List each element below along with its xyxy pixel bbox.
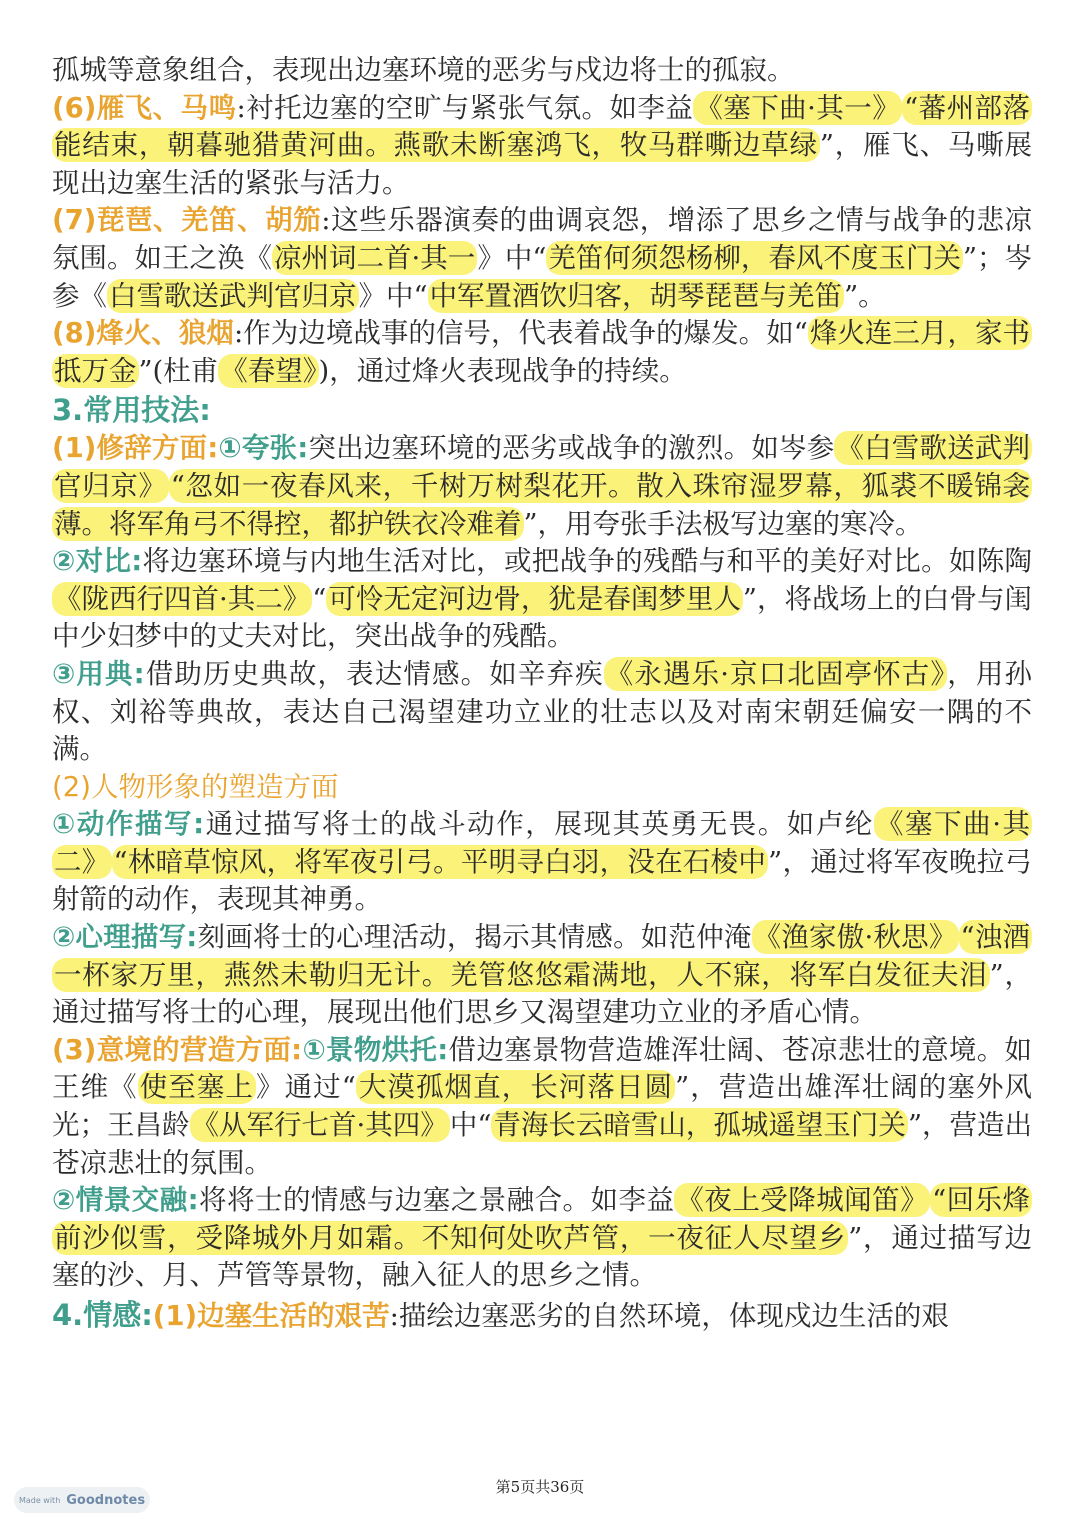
highlight: 羌笛何须怨杨柳，春风不度玉门关 [548,241,961,274]
text: 借助历史典故，表达情感。如辛弃疾 [144,657,604,690]
section-title: (3)意境的营造方面: [52,1033,303,1066]
subsection-title: ③用典: [52,657,145,690]
section-title-characters: (2)人物形象的塑造方面 [52,770,339,803]
highlight: “蕃州部落能结束，朝暮驰猎黄河曲。燕歌未断塞鸿飞，牧马群嘶边草绿 [54,91,1031,162]
paragraph-blending [52,1182,1032,1295]
goodnotes-badge [14,1487,150,1513]
highlight: 白雪歌送武判官归京 [109,279,357,312]
highlight: 《永遇乐·京口北固亭怀古》 [605,657,946,690]
highlight: “浊酒一杯家万里，燕然未勒归无计。羌管悠悠霜满地，人不寐，将军白发征夫泪 [54,921,1031,991]
text: 》中“ [477,241,547,274]
paragraph-section-6 [52,90,1032,203]
subsection-title: ①动作描写: [52,808,205,841]
highlight: “忽如一夜春风来，千树万树梨花开。散入珠帘湿罗幕，狐裘不暖锦衾薄。将军角弓不得控，都护铁衣冷难着 [54,469,1030,540]
text: ”(杜甫 [138,354,219,387]
text: 》通过“ [256,1071,356,1104]
subsection-title: ①景物烘托: [302,1033,449,1066]
subsection-title: ②心理描写: [52,921,198,954]
document-body [52,52,1032,1336]
text: 借边塞景物营造雄浑壮阔、苍凉悲壮的意境。如王维《 [52,1033,1032,1104]
section-title: (8)烽火、狼烟 [52,317,234,350]
highlight: 烽火连三月，家书抵万金 [54,317,1030,387]
text: “ [312,582,327,615]
badge-brand: Goodnotes [66,1492,146,1508]
highlight: 《塞下曲·其二》 [54,808,1030,878]
section-title: (6)雁飞、马鸣 [52,91,237,124]
paragraph-action [52,806,1032,919]
text: 将将士的情感与边塞之景融合。如李益 [198,1184,675,1217]
highlight: 《陇西行四首·其二》 [54,582,311,615]
badge-small-text: Made with [18,1495,61,1505]
subsection-title: ②对比: [52,545,143,578]
subsection-title: ①夸张: [218,432,309,465]
page-number: 第5页共36页 [495,1478,585,1496]
highlight: 大漠孤烟直，长河落日圆 [357,1071,674,1104]
paragraph-section-8 [52,315,1032,390]
highlight: 《从军行七首·其四》 [191,1109,448,1142]
highlight: 中军置酒饮归客，胡琴琵琶与羌笛 [429,279,843,312]
text: 》中“ [358,279,428,312]
text: ，用孙权、刘裕等典故，表达自己渴望建功立业的壮志以及对南宋朝廷偏安一隅的不满。 [52,657,1033,766]
highlight: 《春望》 [220,354,317,387]
text: :衬托边塞的空旷与紧张气氛。如李益 [236,91,694,124]
text: ”，用夸张手法极写边塞的寒冷。 [523,507,923,540]
text: 中“ [449,1109,492,1142]
text: ”，通过将军夜晚拉弓射箭的动作，表现其神勇。 [52,845,1033,916]
highlight: 使至塞上 [139,1071,254,1104]
text: ”，将战场上的白骨与闺中少妇梦中的丈夫对比，突出战争的残酷。 [52,582,1032,653]
paragraph-emotion [52,1295,1032,1336]
highlight: 《渔家傲·秋思》 [753,921,957,954]
text: 孤城等意象组合，表现出边塞环境的恶劣与戍边将士的孤寂。 [52,54,795,86]
section-title: (7)琵琶、羌笛、胡笳 [52,204,322,237]
text: ”，通过描写边塞的沙、月、芦管等景物，融入征人的思乡之情。 [52,1221,1032,1292]
paragraph-contrast [52,543,1032,656]
highlight: “林暗草惊风，将军夜引弓。平明寻白羽，没在石棱中 [113,845,767,878]
text: :这些乐器演奏的曲调哀怨，增添了思乡之情与战争的悲凉氛围。如王之涣《 [52,204,1032,274]
text: ”，雁飞、马嘶展现出边塞生活的紧张与活力。 [52,129,1032,199]
text: ”，通过描写将士的心理，展现出他们思乡又渴望建功立业的矛盾心情。 [52,958,1033,1029]
heading-emotion: 4.情感: [52,1298,153,1332]
highlight: “回乐烽前沙似雪，受降城外月如霜。不知何处吹芦管，一夜征人尽望乡 [54,1184,1031,1254]
text: )，通过烽火表现战争的持续。 [318,354,687,387]
text: 刻画将士的心理活动，揭示其情感。如范仲淹 [197,921,752,954]
section-title: (1)修辞方面: [52,432,219,465]
heading-techniques: 3.常用技法: [52,393,211,428]
highlight: 《塞下曲·其一》 [695,91,901,124]
paragraph-intro [52,52,1032,90]
paragraph-section-7 [52,202,1032,315]
highlight: 《白雪歌送武判官归京》 [54,432,1031,502]
text: :作为边境战事的信号，代表着战争的爆发。如“ [233,317,808,350]
highlight: 可怜无定河边骨，犹是春闺梦里人 [328,582,741,615]
highlight: 凉州词二首·其一 [274,241,476,274]
text: ”，营造出雄浑壮阔的塞外风光；王昌龄 [52,1071,1033,1142]
subsection-title: ②情景交融: [52,1184,199,1217]
text: ”；岑参《 [52,241,1033,312]
text: :描绘边塞恶劣的自然环境，体现戍边生活的艰 [389,1300,949,1332]
paragraph-psychology [52,919,1032,1032]
text: 将边塞环境与内地生活对比，或把战争的残酷与和平的美好对比。如陈陶 [142,545,1033,578]
text: ”，营造出苍凉悲壮的氛围。 [52,1109,1033,1179]
paragraph-scenery [52,1032,1032,1182]
text: ”。 [844,279,886,312]
paragraph-allusion [52,656,1032,769]
highlight: 《夜上受降城闻笛》 [676,1184,929,1217]
text: 通过描写将士的战斗动作，展现其英勇无畏。如卢纶 [204,808,874,841]
highlight: 青海长云暗雪山，孤城遥望玉门关 [493,1109,906,1142]
section-title: (1)边塞生活的艰苦 [152,1300,390,1332]
paragraph-exaggeration [52,430,1032,543]
text: 突出边塞环境的恶劣或战争的激烈。如岑参 [308,432,835,465]
